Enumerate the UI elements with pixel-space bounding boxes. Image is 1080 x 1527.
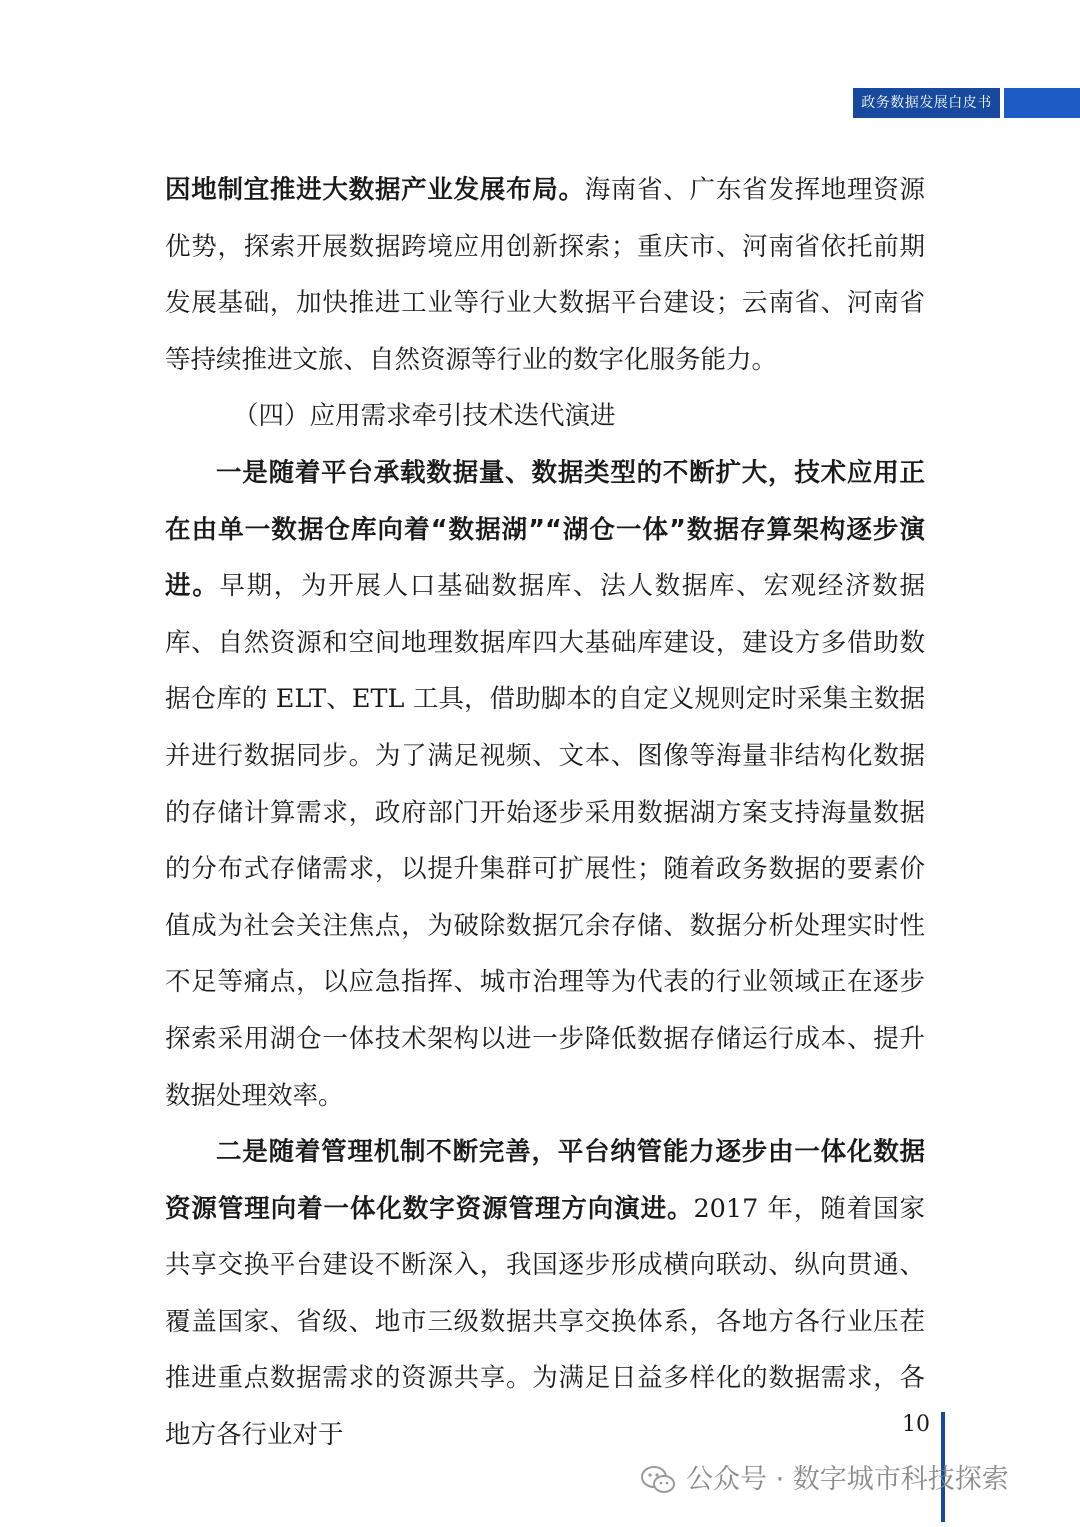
paragraph-point-one	[165, 445, 925, 1124]
paragraph-lead: 二是随着管理机制不断完善，平台纳管能力逐步由一体化数据资源管理向着一体化数字资源管理方向演进。	[165, 1137, 925, 1224]
section-heading: （四）应用需求牵引技术迭代演进	[233, 401, 616, 432]
wechat-icon	[640, 1465, 676, 1495]
paragraph-industry-layout	[165, 162, 925, 388]
paragraph-point-two	[165, 1124, 925, 1464]
watermark-text: 公众号 · 数字城市科技探索	[686, 1464, 1009, 1495]
document-body	[165, 162, 925, 1464]
paragraph-text: 2017 年，随着国家共享交换平台建设不断深入，我国逐步形成横向联动、纵向贯通、覆盖国家、省级、地市三级数据共享交换体系，各地方各行业压茬推进重点数据需求的资源共享。为满足日益多样化的数据需求，各地方各行业对于	[165, 1193, 925, 1451]
header-accent-bar	[1004, 88, 1080, 118]
paragraph-text: 早期，为开展人口基础数据库、法人数据库、宏观经济数据库、自然资源和空间地理数据库四大基础库建设，建设方多借助数据仓库的 ELT、ETL 工具，借助脚本的自定义规则定时采集主数据并进行数据同步。为了满足视频、文本、图像等海量非结构化数据的存储计算需求，政府部门开始逐步采用数据湖方案支持海量数据的分布式存储需求，以提升集群可扩展性；随着政务数据的要素价值成为社会关注焦点，为破除数据冗余存储、数据分析处理实时性不足等痛点，以应急指挥、城市治理等为代表的行业领域正在逐步探索采用湖仓一体技术架构以进一步降低数据存储运行成本、提升数据处理效率。	[165, 571, 925, 1111]
paragraph-lead: 一是随着平台承载数据量、数据类型的不断扩大，技术应用正在由单一数据仓库向着“数据湖”“湖仓一体”数据存算架构逐步演进。	[165, 457, 925, 602]
paragraph-lead: 因地制宜推进大数据产业发展布局。	[165, 175, 585, 205]
page-number: 10	[902, 1412, 930, 1437]
header-title: 政务数据发展白皮书	[853, 88, 1000, 118]
watermark	[640, 1455, 1009, 1505]
paragraph-text: 海南省、广东省发挥地理资源优势，探索开展数据跨境应用创新探索；重庆市、河南省依托前期发展基础，加快推进工业等行业大数据平台建设；云南省、河南省等持续推进文旅、自然资源等行业的数字化服务能力。	[165, 175, 925, 375]
header-band	[853, 88, 1080, 118]
